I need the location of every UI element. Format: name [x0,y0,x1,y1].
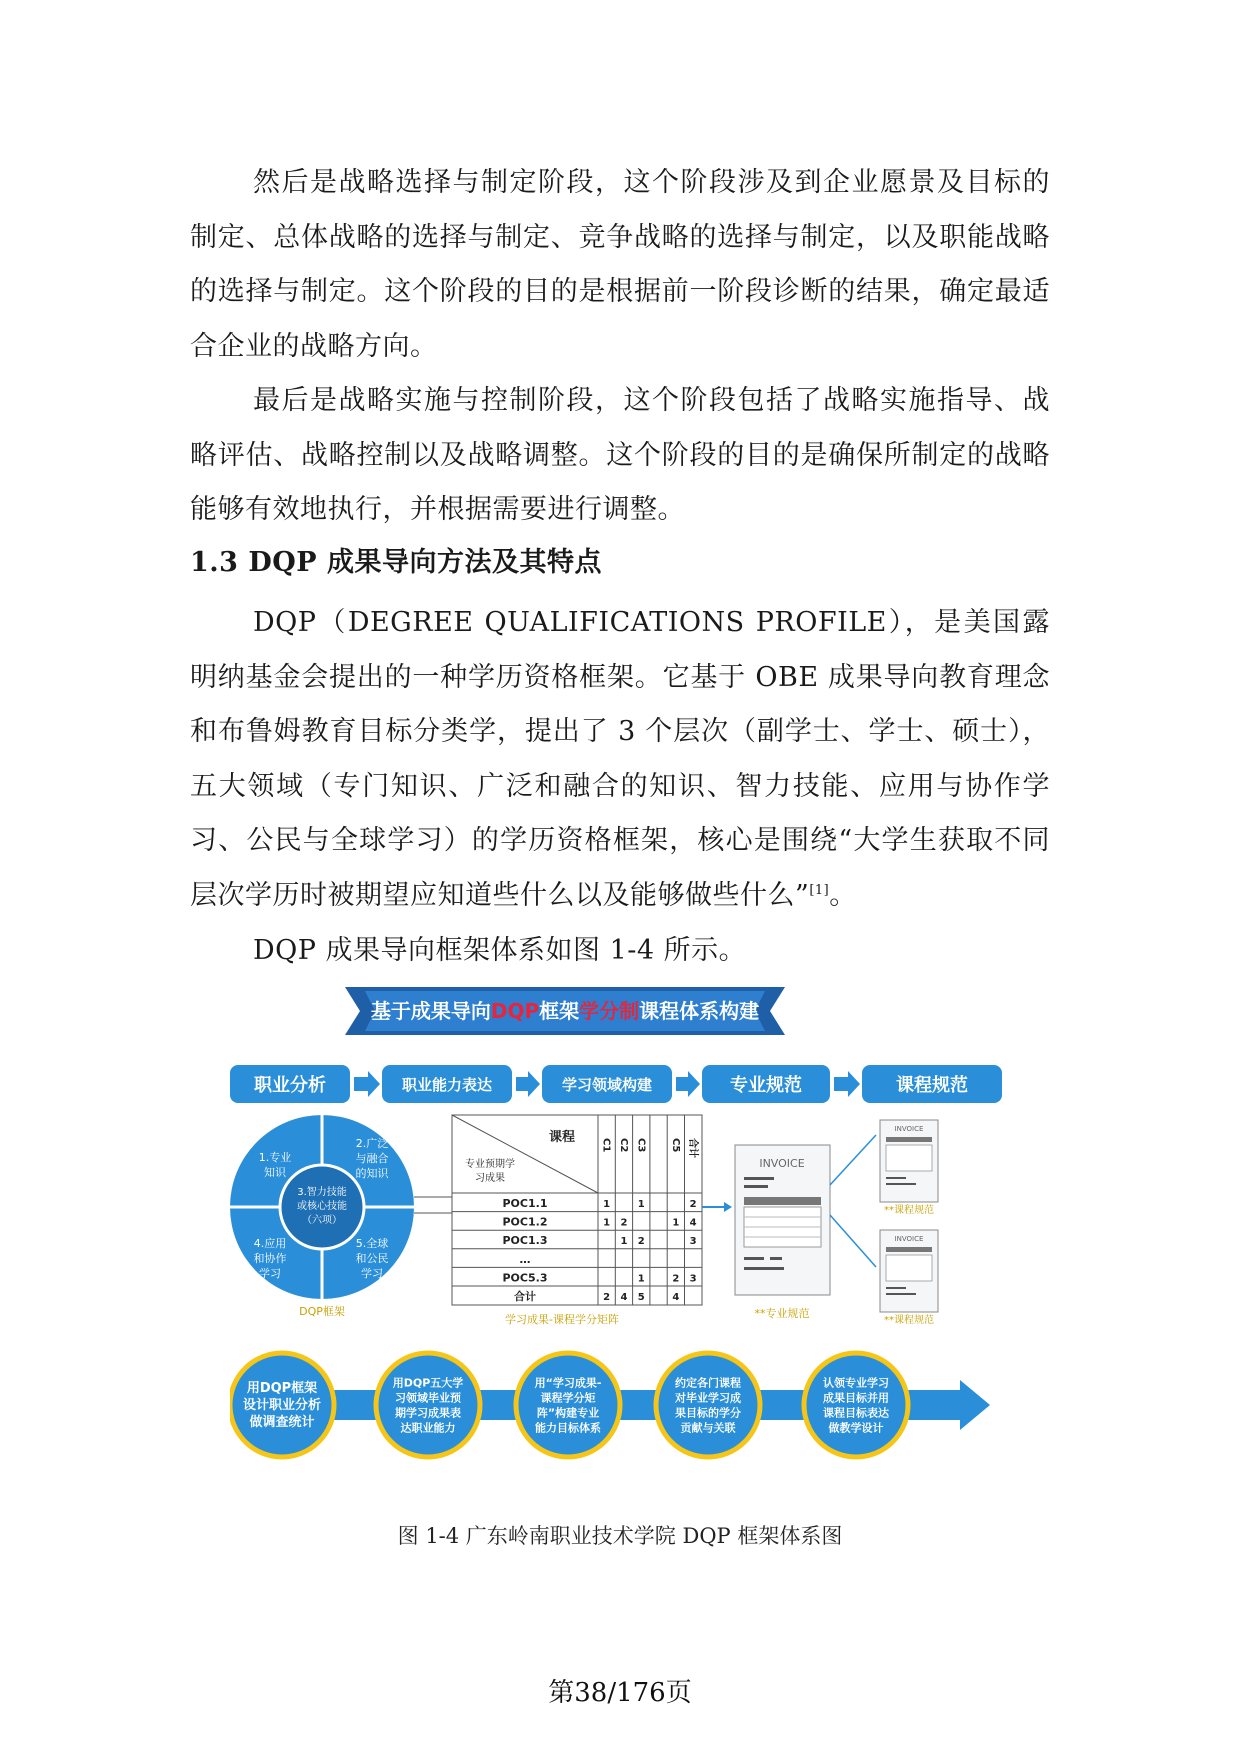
matrix-row-label: 合计 [514,1290,536,1303]
program-spec-document [735,1145,830,1320]
matrix-row-label: POC1.3 [502,1234,548,1248]
matrix-column-header: C3 [635,1138,647,1153]
dqp-circle-label: DQP框架 [299,1305,345,1318]
course-spec-caption: **课程规范 [884,1315,934,1326]
process-step-label: 认领专业学习成果目标并用课程目标表达做教学设计 [823,1376,889,1435]
course-spec-caption: **课程规范 [884,1205,934,1216]
flow-steps [230,1065,1002,1103]
segment-label-3: 3.智力技能或核心技能（六项） [297,1187,347,1226]
flow-step-label: 职业能力表达 [401,1076,493,1094]
matrix-cell-value: 3 [689,1273,697,1285]
matrix-cell-value: 1 [603,1199,611,1210]
paragraph-strategy-selection: 然后是战略选择与制定阶段，这个阶段涉及到企业愿景及目标的制定、总体战略的选择与制定、竞争战略的选择与制定，以及职能战略的选择与制定。这个阶段的目的是根据前一阶段诊断的结果，确定最适合企业的战略方向。 [190,167,1050,362]
flow-arrow [516,1071,540,1097]
program-spec-caption: **专业规范 [754,1307,810,1320]
process-step-label: 约定各门课程对毕业学习成果目标的学分贡献与关联 [675,1376,741,1435]
process-step-circle [804,1353,908,1457]
segment-label-4: 4.应用和协作学习 [253,1237,287,1280]
flow-step-label: 职业分析 [254,1075,326,1096]
segment-label-1: 1.专业知识 [258,1151,292,1179]
flow-arrow [676,1071,700,1097]
matrix-cell-value: 1 [603,1217,611,1229]
matrix-row-label: POC1.2 [502,1215,548,1229]
flow-step-label: 专业规范 [730,1075,802,1096]
matrix-cell-value: 1 [620,1236,628,1248]
matrix-header-outcome: 专业预期学习成果 [465,1159,515,1184]
matrix-cell-value: 5 [637,1292,645,1303]
matrix-cell-value: 1 [672,1217,680,1229]
figure-banner [345,987,785,1035]
matrix-column-header: C5 [669,1138,681,1153]
paragraph-dqp-intro [190,596,1050,923]
flow-arrow [834,1071,860,1097]
matrix-column-header: 合计 [687,1138,699,1158]
matrix-cell-value: 2 [689,1199,697,1210]
figure-caption: 图 1-4 广东岭南职业技术学院 DQP 框架体系图 [397,1524,843,1548]
matrix-caption: 学习成果-课程学分矩阵 [505,1313,619,1326]
small-invoice-title: INVOICE [894,1125,924,1133]
arrow-to-course-spec-2 [830,1215,876,1267]
matrix-cell-value: 4 [689,1217,697,1229]
small-invoice-title: INVOICE [894,1235,924,1243]
bottom-process-steps [230,1353,908,1457]
matrix-cell-value: 3 [689,1236,697,1248]
matrix-column-header: C2 [617,1138,629,1153]
citation-ref[interactable]: [1] [809,882,830,898]
flow-step-label: 学习领域构建 [561,1076,653,1094]
segment-label-5: 5.全球和公民学习 [355,1237,389,1280]
arrow-to-course-spec-1 [830,1135,876,1185]
matrix-cell-value: 2 [672,1273,680,1285]
process-step-label: 用DQP五大学习领域毕业预期学习成果表达职业能力 [392,1376,464,1435]
dqp-intro-text: DQP（DEGREE QUALIFICATIONS PROFILE），是美国露明纳基金会提出的一种学历资格框架。它基于 OBE 成果导向教育理念和布鲁姆教育目标分类学，提出了 3 个层次（副学士、学士、硕士），五大领域（专门知识、广泛和融合的知识、智力技能、应用与协作学习、公民与全球学习）的学历资格框架，核心是围绕“大学生获取不同层次学历时被期望应知道些什么以及能够做些什么” [190,607,1050,911]
matrix-header-course: 课程 [548,1130,576,1145]
matrix-cell-value: 2 [603,1292,611,1303]
paragraph-figure-ref: DQP 成果导向框架体系如图 1-4 所示。 [253,935,747,966]
dqp-intro-end: 。 [829,879,857,911]
segment-label-2: 2.广泛与融合的知识 [355,1137,389,1180]
matrix-cell-value: 1 [637,1273,645,1285]
matrix-cell-value: 2 [620,1217,628,1229]
matrix-cell-value: 4 [672,1292,680,1303]
process-step-circle [376,1353,480,1457]
matrix-cell-value: 4 [620,1292,628,1303]
process-step-circle [516,1353,620,1457]
invoice-title: INVOICE [759,1157,805,1170]
matrix-column-header: C1 [600,1138,612,1153]
matrix-cell-value: 1 [637,1199,645,1210]
matrix-cell-value: 2 [637,1236,645,1248]
figure-banner-title: 基于成果导向DQP框架学分制课程体系构建 [370,999,760,1023]
process-step-label: 用“学习成果-课程学分矩阵”构建专业能力目标体系 [534,1376,602,1435]
process-step-circle [656,1353,760,1457]
dqp-framework-figure [230,985,1010,1505]
process-step-label: 用DQP框架设计职业分析做调查统计 [242,1381,322,1430]
flow-step-label: 课程规范 [896,1075,968,1096]
page-number: 第38/176页 [548,1678,692,1708]
paragraph-strategy-implementation: 最后是战略实施与控制阶段，这个阶段包括了战略实施指导、战略评估、战略控制以及战略调整。这个阶段的目的是确保所制定的战略能够有效地执行，并根据需要进行调整。 [190,385,1050,525]
flow-arrow [354,1071,380,1097]
outcome-course-matrix [452,1115,702,1326]
course-spec-document-1 [880,1120,938,1216]
circle-matrix-connectors [414,1197,452,1213]
section-heading: 1.3 DQP 成果导向方法及其特点 [190,547,603,578]
matrix-row-label: POC1.1 [502,1197,548,1210]
matrix-row-label: … [519,1252,531,1266]
matrix-row-label: POC5.3 [502,1271,548,1285]
dqp-circle-diagram [230,1115,414,1318]
course-spec-document-2 [880,1230,938,1326]
